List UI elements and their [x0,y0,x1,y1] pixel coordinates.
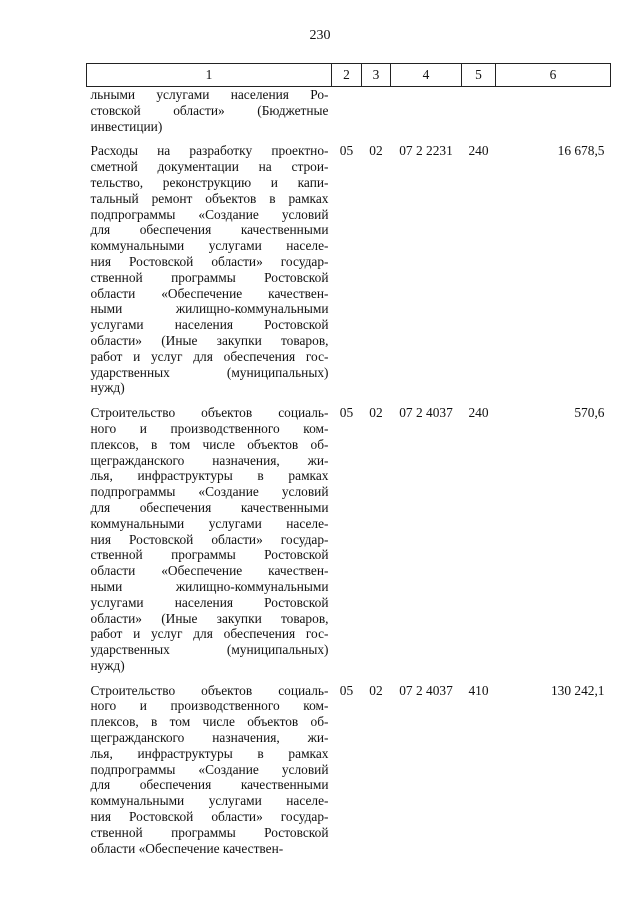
description-line: щегражданского назначения, жи- [90,730,329,746]
row-spacer [87,396,611,405]
page-number: 230 [309,28,331,43]
target-article-code [391,87,462,135]
description-line: работ и услуг для обеспечения гос- [90,626,329,642]
expense-type-code: 410 [468,682,489,698]
target-article-code: 07 2 2231 [399,143,453,159]
description-line: нужд) [90,380,125,396]
description-line: ного и производственного ком- [90,698,329,714]
description-line: ственной программы Ростовской [90,269,329,285]
description-line: ного и производственного ком- [90,420,329,436]
table-row [87,405,611,674]
expense-type-code: 240 [468,143,489,159]
row-description [87,683,332,857]
subsection-code [362,87,391,135]
description-line: плексов, в том числе объектов об- [90,714,329,730]
subsection-code: 02 [369,405,383,421]
amount-value: 570,6 [574,405,605,421]
row-spacer-cell [87,674,611,683]
description-line: щегражданского назначения, жи- [90,452,329,468]
description-line: сметной документации на строи- [90,159,329,175]
description-line: коммунальными услугами населе- [90,238,329,254]
section-code: 05 [339,682,354,698]
description-line: для обеспечения качественными [90,777,329,793]
description-line: стовской области» (Бюджетные [90,102,329,118]
description-line: коммунальными услугами населе- [90,515,329,531]
header-col-6: 6 [496,64,611,87]
target-article-code: 07 2 4037 [399,405,453,421]
description-line: ния Ростовской области» государ- [90,253,329,269]
description-line: плексов, в том числе объектов об- [90,436,329,452]
description-line: нужд) [90,657,125,673]
description-line: ударственных (муниципальных) [90,364,329,380]
description-line: работ и услуг для обеспечения гос- [90,348,329,364]
description-line: подпрограммы «Создание условий [90,206,329,222]
description-line: для обеспечения качественными [90,499,329,515]
header-col-3: 3 [362,64,391,87]
description-line: для обеспечения качественными [90,222,329,238]
expense-type-code: 240 [468,405,489,421]
row-spacer [87,674,611,683]
section-code: 05 [339,405,354,421]
description-line: услугами населения Ростовской [90,317,329,333]
description-line: услугами населения Ростовской [90,594,329,610]
table-row [87,143,611,396]
description-line: тельство, реконструкцию и капи- [90,174,329,190]
description-line: коммунальными услугами населе- [90,793,329,809]
description-line: области» (Иные закупки товаров, [90,610,329,626]
row-description [87,405,332,674]
header-col-5: 5 [462,64,496,87]
description-line: области» (Иные закупки товаров, [90,332,329,348]
description-line: ственной программы Ростовской [90,547,329,563]
budget-table [86,63,611,856]
target-article-code: 07 2 4037 [399,682,453,698]
subsection-code: 02 [369,143,383,159]
description-line: Строительство объектов социаль- [90,682,329,698]
header-row [87,64,611,87]
table-body [87,87,611,857]
header-col-1: 1 [87,64,332,87]
header-col-4: 4 [391,64,462,87]
row-spacer-cell [87,396,611,405]
section-code: 05 [339,143,354,159]
header-col-2: 2 [332,64,362,87]
description-line: лья, инфраструктуры в рамках [90,468,329,484]
amount-value [496,87,611,135]
description-line: ными жилищно-коммунальными [90,578,329,594]
description-line: Расходы на разработку проектно- [90,143,329,159]
description-line: подпрограммы «Создание условий [90,484,329,500]
description-line: лья, инфраструктуры в рамках [90,745,329,761]
description-line: льными услугами населения Ро- [90,87,329,102]
amount-value: 130 242,1 [550,682,605,698]
amount-value: 16 678,5 [557,143,605,159]
table-header [87,64,611,87]
description-line: подпрограммы «Создание условий [90,761,329,777]
row-spacer-cell [87,134,611,143]
description-line: ственной программы Ростовской [90,824,329,840]
section-code [332,87,362,135]
description-line: ударственных (муниципальных) [90,642,329,658]
subsection-code: 02 [369,682,383,698]
expense-type-code [462,87,496,135]
description-line: Строительство объектов социаль- [90,405,329,421]
table-row [87,87,611,135]
description-line: области «Обеспечение качествен- [90,285,329,301]
description-line: области «Обеспечение качествен- [90,840,284,856]
description-line: ными жилищно-коммунальными [90,301,329,317]
description-line: ния Ростовской области» государ- [90,809,329,825]
row-description [87,87,332,135]
description-line: тальный ремонт объектов в рамках [90,190,329,206]
table-row [87,683,611,857]
description-line: ния Ростовской области» государ- [90,531,329,547]
row-description [87,143,332,396]
row-spacer [87,134,611,143]
description-line: инвестиции) [90,118,163,134]
description-line: области «Обеспечение качествен- [90,563,329,579]
